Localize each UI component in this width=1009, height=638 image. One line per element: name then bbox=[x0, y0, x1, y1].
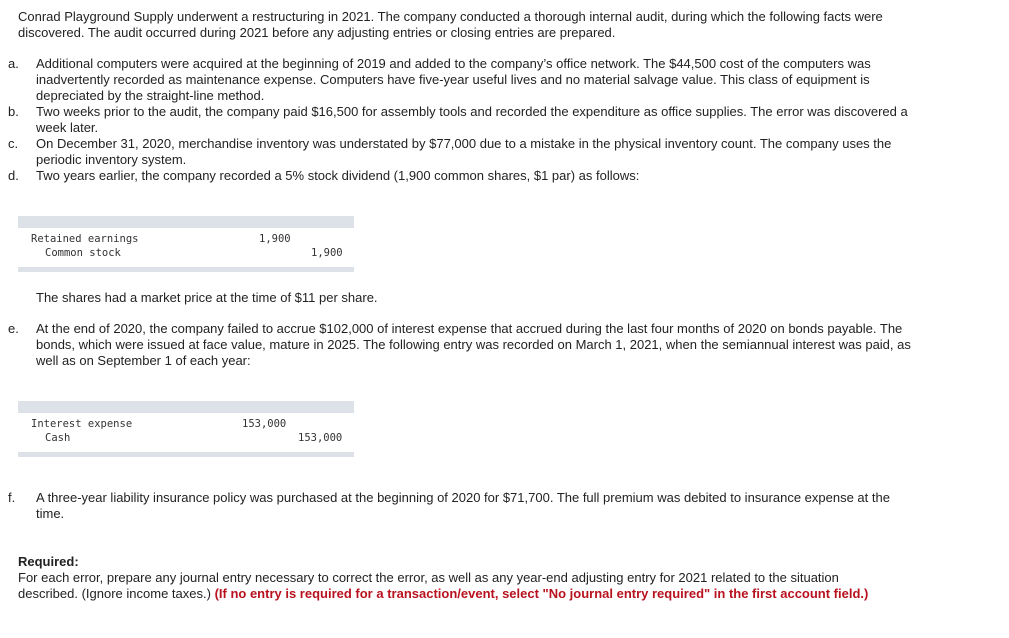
required-section bbox=[18, 554, 898, 602]
journal-e-credit-account: Cash bbox=[45, 432, 71, 444]
journal-d-debit-amount: 1,900 bbox=[259, 233, 291, 245]
item-f bbox=[8, 490, 916, 522]
item-b-text: Two weeks prior to the audit, the company paid $16,500 for assembly tools and recorded the expenditure as office supplies. The error was discovered a week later. bbox=[36, 104, 908, 135]
item-c-label: c. bbox=[8, 136, 19, 151]
journal-d-credit-account: Common stock bbox=[45, 247, 121, 259]
required-title: Required: bbox=[18, 554, 79, 569]
item-b-label: b. bbox=[8, 104, 19, 119]
item-d-text: Two years earlier, the company recorded a 5% stock dividend (1,900 common shares, $1 par) as follows: bbox=[36, 168, 640, 183]
item-e bbox=[8, 321, 916, 369]
journal-entry-e bbox=[18, 401, 354, 457]
item-f-text: A three-year liability insurance policy was purchased at the beginning of 2020 for $71,700. The full premium was debited to insurance expense at the time. bbox=[36, 490, 890, 521]
journal-d-credit-amount: 1,900 bbox=[311, 247, 343, 259]
item-d bbox=[8, 168, 916, 184]
journal-d-credit-row bbox=[18, 245, 354, 259]
journal-entry-d bbox=[18, 216, 354, 272]
item-e-label: e. bbox=[8, 321, 19, 336]
item-f-label: f. bbox=[8, 490, 16, 505]
shares-note: The shares had a market price at the time of $11 per share. bbox=[36, 290, 378, 305]
journal-e-debit-row bbox=[18, 416, 354, 430]
journal-d-debit-account: Retained earnings bbox=[31, 233, 139, 245]
journal-e-debit-account: Interest expense bbox=[31, 418, 133, 430]
item-b bbox=[8, 104, 916, 136]
item-c-text: On December 31, 2020, merchandise inventory was understated by $77,000 due to a mistake in the physical inventory count. The company uses the periodic inventory system. bbox=[36, 136, 892, 167]
journal-e-credit-amount: 153,000 bbox=[298, 432, 343, 444]
item-a-label: a. bbox=[8, 56, 19, 71]
intro-paragraph: Conrad Playground Supply underwent a restructuring in 2021. The company conducted a thorough internal audit, during which the following facts were discovered. The audit occurred during 2021 before any adjusting entries or closing entries are prepared. bbox=[18, 9, 883, 40]
required-body bbox=[18, 570, 898, 602]
item-d-label: d. bbox=[8, 168, 19, 183]
required-note: (If no entry is required for a transaction/event, select "No journal entry required" in the first account field.) bbox=[214, 586, 869, 601]
journal-d-debit-row bbox=[18, 231, 354, 245]
item-a-text: Additional computers were acquired at the beginning of 2019 and added to the company’s office network. The $44,500 cost of the computers was inadvertently recorded as maintenance expense. Computers have five-year useful lives and no material salvage value. This class of equipment is depreciated by the straight-line method. bbox=[36, 56, 871, 103]
journal-e-debit-amount: 153,000 bbox=[242, 418, 287, 430]
journal-e-credit-row bbox=[18, 430, 354, 444]
required-text: For each error, prepare any journal entry necessary to correct the error, as well as any year-end adjusting entry for 2021 related to the situation described. (Ignore income taxes.) bbox=[18, 570, 839, 601]
item-a bbox=[8, 56, 916, 104]
item-e-text: At the end of 2020, the company failed to accrue $102,000 of interest expense that accrued during the last four months of 2020 on bonds payable. The bonds, which were issued at face value, mature in 2025. The following entry was recorded on March 1, 2021, when the semiannual interest was paid, as well as on September 1 of each year: bbox=[36, 321, 911, 368]
item-c bbox=[8, 136, 916, 168]
